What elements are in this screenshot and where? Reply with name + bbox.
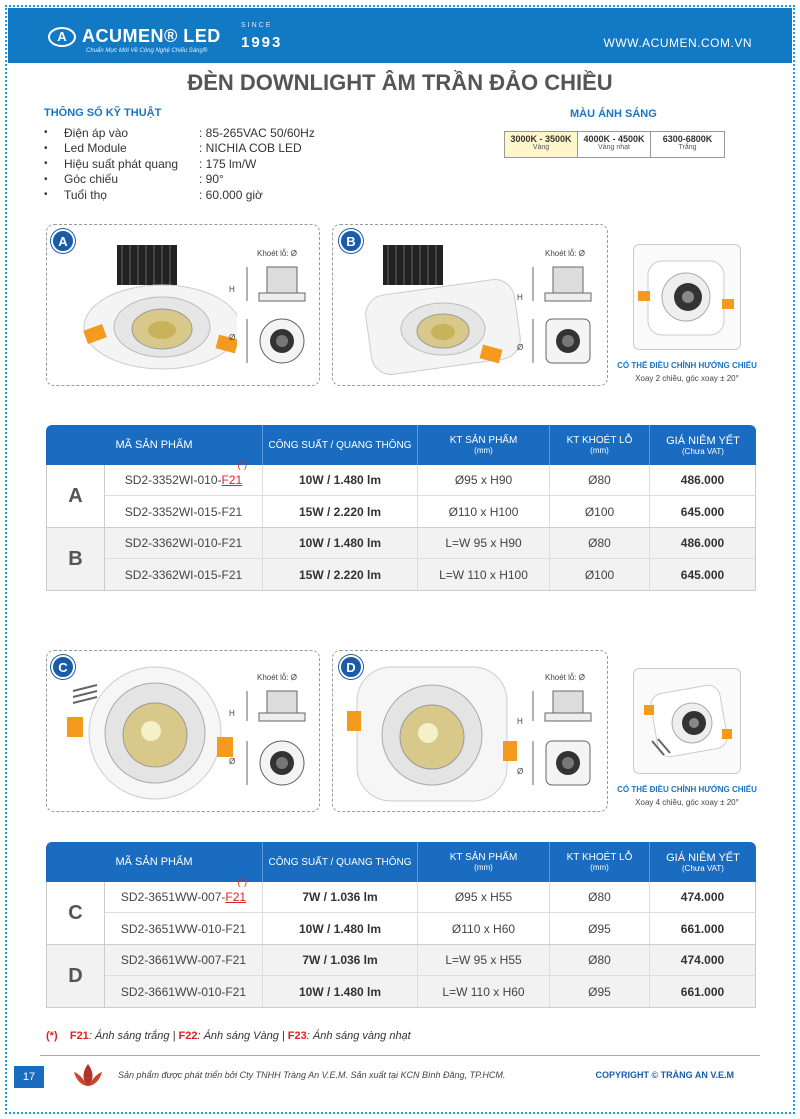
- spec-row: • Tuổi thọ : 60.000 giờ: [44, 187, 399, 203]
- col-power: CÔNG SUẤT / QUANG THÔNG: [263, 842, 418, 882]
- cell-model: [105, 877, 263, 912]
- cell-model: [105, 460, 263, 495]
- spec-value: : 175 lm/W: [199, 156, 257, 171]
- height-label: H: [517, 293, 523, 302]
- cutout-label: Khoét lỗ: Ø: [257, 249, 298, 258]
- code-f21-desc: : Ánh sáng trắng |: [88, 1030, 179, 1042]
- col-cut-unit: (mm): [590, 446, 609, 455]
- diameter-label: Ø: [517, 767, 524, 776]
- cell-price: 474.000: [650, 945, 756, 975]
- color-name: Vàng nhạt: [598, 144, 630, 151]
- specs-list: [44, 125, 399, 203]
- dimension-diagram: [523, 685, 603, 795]
- table-group-d: [46, 945, 756, 1008]
- cell-price: 486.000: [650, 528, 756, 558]
- cell-cut: Ø80: [550, 882, 650, 912]
- product-b-panel: [332, 224, 608, 386]
- cell-size: Ø95 x H55: [418, 882, 550, 912]
- col-model: MÃ SẢN PHẨM: [46, 425, 263, 465]
- logo-mark-icon: A: [48, 27, 76, 47]
- cutout-label: Khoét lỗ: Ø: [257, 673, 298, 682]
- badge-d: D: [339, 655, 363, 679]
- footer-divider: [40, 1055, 760, 1056]
- asterisk-note: (*): [237, 877, 247, 887]
- product-a-panel: [46, 224, 320, 386]
- lotus-logo-icon: [70, 1060, 106, 1090]
- table-group-c: [46, 877, 756, 945]
- color-name: Trắng: [678, 144, 697, 151]
- group-letter: C: [46, 882, 105, 944]
- cell-cut: Ø95: [550, 976, 650, 1007]
- color-name: Vàng: [532, 144, 550, 151]
- page-title: ĐÈN DOWNLIGHT ÂM TRẦN ĐẢO CHIỀU: [187, 70, 613, 95]
- col-size: [418, 842, 550, 882]
- cell-price: 645.000: [650, 559, 756, 590]
- table-row[interactable]: [105, 976, 756, 1007]
- cell-size: L=W 95 x H90: [418, 528, 550, 558]
- cell-model: SD2-3651WW-010-F21: [105, 913, 263, 944]
- downlight-round-flat-image: [67, 661, 237, 806]
- header-bar: [8, 8, 792, 63]
- spec-key: Góc chiếu: [64, 172, 119, 187]
- light-code-footnote: [46, 1030, 411, 1042]
- code-f23: F23: [287, 1030, 307, 1042]
- table-group-b: [46, 528, 756, 591]
- cell-cut: Ø100: [550, 559, 650, 590]
- cell-model: SD2-3661WW-007-F21: [105, 945, 263, 975]
- height-label: H: [229, 285, 235, 294]
- cell-price: 474.000: [650, 882, 756, 912]
- downlight-square-flat-image: [347, 661, 517, 806]
- cell-cut: Ø100: [550, 496, 650, 527]
- cell-size: L=W 95 x H55: [418, 945, 550, 975]
- cutout-label: Khoét lỗ: Ø: [545, 673, 586, 682]
- copyright: COPYRIGHT © TRÀNG AN V.E.M: [595, 1070, 734, 1080]
- cell-cut: Ø80: [550, 528, 650, 558]
- col-price-note: (Chưa VAT): [682, 863, 724, 873]
- cell-price: 661.000: [650, 976, 756, 1007]
- col-cut: [550, 842, 650, 882]
- col-price: [650, 842, 756, 882]
- table-row[interactable]: [105, 945, 756, 976]
- cell-size: L=W 110 x H100: [418, 559, 550, 590]
- cell-power: 7W / 1.036 lm: [263, 882, 418, 912]
- col-size-unit: (mm): [474, 446, 493, 455]
- group-letter: D: [46, 945, 105, 1007]
- col-cut-label: KT KHOÉT LỖ: [566, 852, 633, 863]
- color-cell-warm: [505, 132, 578, 157]
- badge-c: C: [51, 655, 75, 679]
- spec-row: • Góc chiếu : 90°: [44, 172, 399, 188]
- table-row[interactable]: [105, 496, 756, 527]
- code-f23-desc: : Ánh sáng vàng nhạt: [306, 1030, 411, 1042]
- col-size-label: KT SẢN PHẨM: [449, 852, 518, 863]
- website-link[interactable]: WWW.ACUMEN.COM.VN: [603, 36, 752, 50]
- model-suffix: F21: [225, 890, 247, 904]
- col-model: MÃ SẢN PHẨM: [46, 842, 263, 882]
- cell-size: Ø95 x H90: [418, 465, 550, 495]
- adjustable-light-image: [634, 245, 740, 349]
- cell-model: SD2-3362WI-010-F21: [105, 528, 263, 558]
- light-color-table: [504, 131, 725, 158]
- code-f22-desc: : Ánh sáng Vàng |: [197, 1030, 288, 1042]
- diameter-label: Ø: [229, 333, 236, 342]
- product-table-2: [46, 842, 756, 1008]
- adjustable-caption: CÓ THỂ ĐIỀU CHỈNH HƯỚNG CHIẾU: [617, 361, 757, 370]
- col-power: CÔNG SUẤT / QUANG THÔNG: [263, 425, 418, 465]
- dimension-diagram: [523, 261, 603, 371]
- spec-value: : 85-265VAC 50/60Hz: [199, 125, 315, 140]
- cell-model: SD2-3352WI-015-F21: [105, 496, 263, 527]
- brand-logo[interactable]: [48, 26, 221, 47]
- cell-power: 10W / 1.480 lm: [263, 976, 418, 1007]
- cell-power: 15W / 2.220 lm: [263, 496, 418, 527]
- badge-b: B: [339, 229, 363, 253]
- rotation-caption: Xoay 2 chiều, góc xoay ± 20°: [635, 374, 739, 383]
- color-cell-neutral: [578, 132, 651, 157]
- footer-note: Sản phẩm được phát triển bởi Cty TNHH Tràng An V.E.M. Sản xuất tại KCN Bình Đăng, TP.HCM.: [118, 1070, 506, 1080]
- diameter-label: Ø: [517, 343, 524, 352]
- spec-key: Led Module: [64, 141, 127, 156]
- adjustable-caption: CÓ THỂ ĐIỀU CHỈNH HƯỚNG CHIẾU: [617, 785, 757, 794]
- rotation-caption: Xoay 4 chiều, góc xoay ± 20°: [635, 798, 739, 807]
- cell-cut: Ø80: [550, 945, 650, 975]
- cell-power: 15W / 2.220 lm: [263, 559, 418, 590]
- spec-key: Tuổi thọ: [64, 187, 107, 202]
- table-row[interactable]: [105, 460, 756, 496]
- col-price: [650, 425, 756, 465]
- col-price-label: GIÁ NIÊM YẾT: [666, 851, 740, 864]
- brand-tagline: Chuẩn Mực Mới Về Công Nghệ Chiếu Sáng®: [86, 48, 208, 54]
- color-range: 3000K - 3500K: [510, 134, 572, 144]
- spec-row: • Điện áp vào : 85-265VAC 50/60Hz: [44, 125, 399, 141]
- table-row[interactable]: [105, 559, 756, 590]
- col-size-unit: (mm): [474, 863, 493, 872]
- footnote-mark: (*): [46, 1030, 58, 1042]
- code-f21: F21: [69, 1030, 89, 1042]
- cell-size: L=W 110 x H60: [418, 976, 550, 1007]
- cell-size: Ø110 x H100: [418, 496, 550, 527]
- code-f22: F22: [178, 1030, 198, 1042]
- spec-value: : 90°: [199, 172, 224, 187]
- spec-row: • Hiệu suất phát quang : 175 lm/W: [44, 156, 399, 172]
- col-size: [418, 425, 550, 465]
- adjustable-light-image: [634, 669, 740, 773]
- spec-key: Hiệu suất phát quang: [64, 156, 179, 171]
- product-c-panel: [46, 650, 320, 812]
- cell-size: Ø110 x H60: [418, 913, 550, 944]
- diameter-label: Ø: [229, 757, 236, 766]
- table-group-a: [46, 460, 756, 528]
- product-table-1: [46, 425, 756, 591]
- model-prefix: SD2-3651WW-007-: [120, 890, 226, 904]
- spec-value: : NICHIA COB LED: [199, 141, 302, 156]
- color-cell-cool: [651, 132, 724, 157]
- table-header: [46, 425, 756, 465]
- asterisk-note: (*): [237, 460, 247, 470]
- badge-a: A: [51, 229, 75, 253]
- since-year: 1993: [241, 34, 283, 51]
- product-d-panel: [332, 650, 608, 812]
- spec-row: • Led Module : NICHIA COB LED: [44, 141, 399, 157]
- specs-heading: THÔNG SỐ KỸ THUẬT: [44, 107, 162, 119]
- height-label: H: [517, 717, 523, 726]
- table-header: [46, 842, 756, 882]
- cell-price: 645.000: [650, 496, 756, 527]
- group-letter: A: [46, 465, 105, 527]
- cutout-label: Khoét lỗ: Ø: [545, 249, 586, 258]
- model-prefix: SD2-3352WI-010-: [124, 473, 222, 487]
- col-price-note: (Chưa VAT): [682, 446, 724, 456]
- color-range: 6300-6800K: [662, 134, 713, 144]
- cell-price: 486.000: [650, 465, 756, 495]
- downlight-square-image: [353, 237, 523, 377]
- table-row[interactable]: [105, 528, 756, 559]
- cell-cut: Ø80: [550, 465, 650, 495]
- table-row[interactable]: [105, 877, 756, 913]
- dimension-diagram: [237, 261, 317, 371]
- cell-model: SD2-3661WW-010-F21: [105, 976, 263, 1007]
- since-label: SINCE: [241, 22, 273, 29]
- col-size-label: KT SẢN PHẨM: [449, 435, 518, 446]
- page-number: 17: [14, 1066, 44, 1088]
- col-cut-label: KT KHOÉT LỖ: [566, 435, 633, 446]
- cell-cut: Ø95: [550, 913, 650, 944]
- light-color-heading: MÀU ÁNH SÁNG: [570, 108, 657, 120]
- height-label: H: [229, 709, 235, 718]
- col-price-label: GIÁ NIÊM YẾT: [666, 434, 740, 447]
- col-cut-unit: (mm): [590, 863, 609, 872]
- adjustable-photo: [633, 244, 741, 350]
- adjustable-photo: [633, 668, 741, 774]
- spec-value: : 60.000 giờ: [199, 187, 263, 202]
- group-letter: B: [46, 528, 105, 590]
- table-row[interactable]: [105, 913, 756, 944]
- col-cut: [550, 425, 650, 465]
- cell-power: 7W / 1.036 lm: [263, 945, 418, 975]
- cell-model: SD2-3362WI-015-F21: [105, 559, 263, 590]
- cell-power: 10W / 1.480 lm: [263, 913, 418, 944]
- cell-power: 10W / 1.480 lm: [263, 465, 418, 495]
- brand-name: ACUMEN® LED: [82, 26, 221, 46]
- cell-power: 10W / 1.480 lm: [263, 528, 418, 558]
- model-suffix: F21: [221, 473, 243, 487]
- spec-key: Điện áp vào: [64, 125, 129, 140]
- cell-price: 661.000: [650, 913, 756, 944]
- dimension-diagram: [237, 685, 317, 795]
- downlight-round-image: [67, 237, 237, 377]
- color-range: 4000K - 4500K: [583, 134, 645, 144]
